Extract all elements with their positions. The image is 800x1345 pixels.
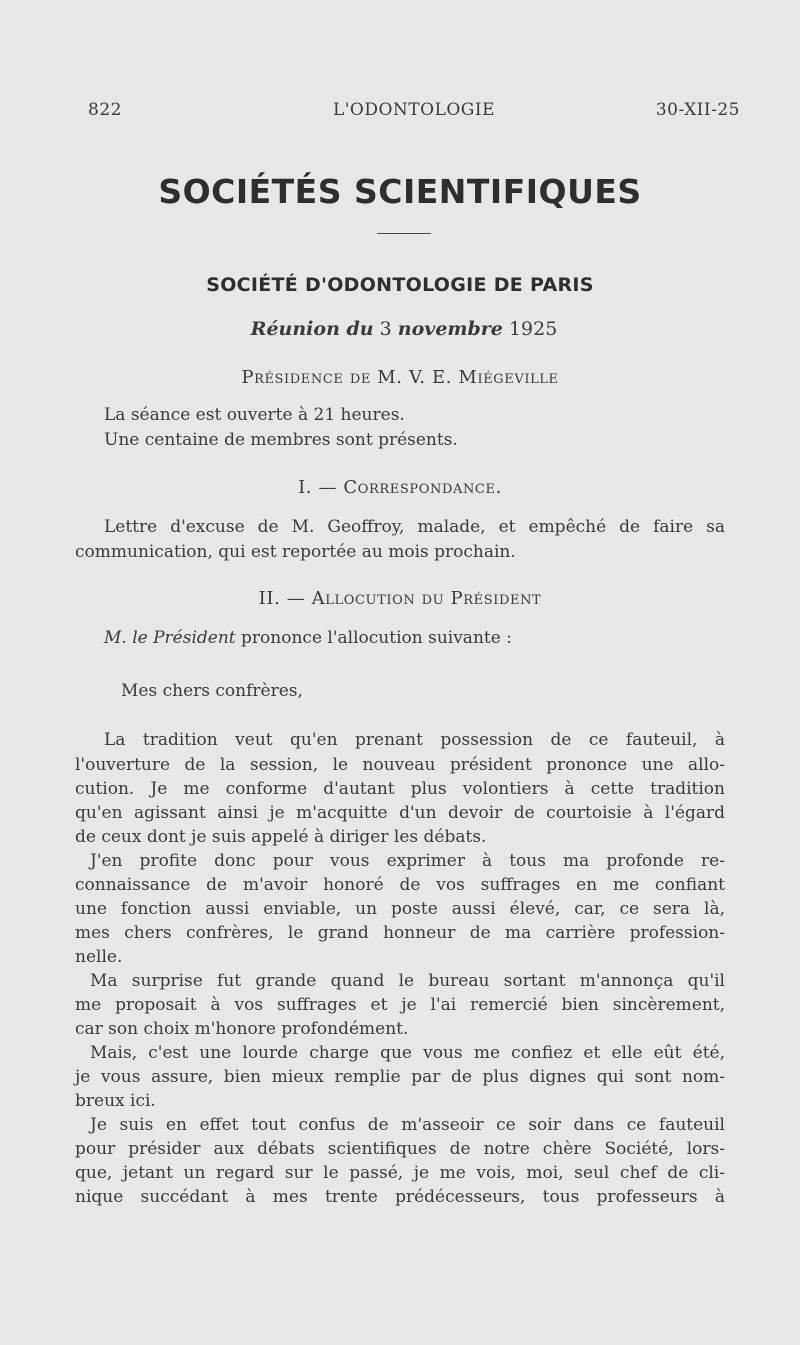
text-line: J'en profite donc pour vous exprimer à tous ma profonde re- bbox=[90, 851, 725, 871]
text-line: qu'en agissant ainsi je m'acquitte d'un devoir de courtoisie à l'égard bbox=[75, 803, 725, 823]
text-line: nique succédant à mes trente prédécesseurs, tous professeurs à bbox=[75, 1187, 725, 1207]
text-line: mes chers confrères, le grand honneur de ma carrière profession- bbox=[75, 923, 725, 943]
opening-line-1: La séance est ouverte à 21 heures. bbox=[104, 405, 405, 425]
text-line: communication, qui est reportée au mois prochain. bbox=[75, 542, 516, 562]
speech-intro bbox=[104, 626, 512, 650]
opening-line-2: Une centaine de membres sont présents. bbox=[104, 430, 458, 450]
salutation: Mes chers confrères, bbox=[121, 681, 303, 701]
text-line: nelle. bbox=[75, 947, 123, 967]
issue-date: 30-XII-25 bbox=[655, 100, 740, 120]
text-line: breux ici. bbox=[75, 1091, 156, 1111]
text-line: que, jetant un regard sur le passé, je me vois, moi, seul chef de cli- bbox=[75, 1163, 725, 1183]
text-line: je vous assure, bien mieux remplie par de plus dignes qui sont nom- bbox=[75, 1067, 725, 1087]
text-line: une fonction aussi enviable, un poste aussi élevé, car, ce sera là, bbox=[75, 899, 725, 919]
text-line: Je suis en effet tout confus de m'asseoir ce soir dans ce fauteuil bbox=[90, 1115, 725, 1135]
text-line: car son choix m'honore profondément. bbox=[75, 1019, 409, 1039]
section-heading-correspondance: I. — Correspondance. bbox=[298, 477, 502, 498]
speech-intro-rest: prononce l'allocution suivante : bbox=[241, 628, 512, 648]
page-number: 822 bbox=[88, 100, 122, 120]
meeting-month: novembre bbox=[397, 318, 503, 340]
meeting-year: 1925 bbox=[508, 318, 558, 340]
meeting-label: Réunion du bbox=[250, 318, 374, 340]
text-line: me proposait à vos suffrages et je l'ai remercié bien sincèrement, bbox=[75, 995, 725, 1015]
text-line: l'ouverture de la session, le nouveau président prononce une allo- bbox=[75, 755, 725, 775]
society-name: SOCIÉTÉ D'ODONTOLOGIE DE PARIS bbox=[206, 274, 594, 296]
text-line: La tradition veut qu'en prenant possession de ce fauteuil, à bbox=[104, 730, 725, 750]
text-line: connaissance de m'avoir honoré de vos suffrages en me confiant bbox=[75, 875, 725, 895]
text-line: cution. Je me conforme d'autant plus volontiers à cette tradition bbox=[75, 779, 725, 799]
meeting-date bbox=[0, 318, 800, 340]
text-line: de ceux dont je suis appelé à diriger les débats. bbox=[75, 827, 487, 847]
title-divider bbox=[377, 233, 431, 234]
text-line: pour présider aux débats scientifiques de notre chère Société, lors- bbox=[75, 1139, 725, 1159]
section-title: SOCIÉTÉS SCIENTIFIQUES bbox=[158, 172, 642, 211]
speaker-name: M. le Président bbox=[104, 628, 236, 648]
section-heading-allocution: II. — Allocution du Président bbox=[258, 588, 542, 609]
presidency-line: Présidence de M. V. E. Miégeville bbox=[241, 367, 559, 388]
text-line: Mais, c'est une lourde charge que vous me confiez et elle eût été, bbox=[90, 1043, 725, 1063]
text-line: Lettre d'excuse de M. Geoffroy, malade, et empêché de faire sa bbox=[104, 517, 725, 537]
journal-title: L'ODONTOLOGIE bbox=[332, 100, 496, 120]
meeting-day: 3 bbox=[379, 318, 392, 340]
text-line: Ma surprise fut grande quand le bureau sortant m'annonça qu'il bbox=[90, 971, 725, 991]
